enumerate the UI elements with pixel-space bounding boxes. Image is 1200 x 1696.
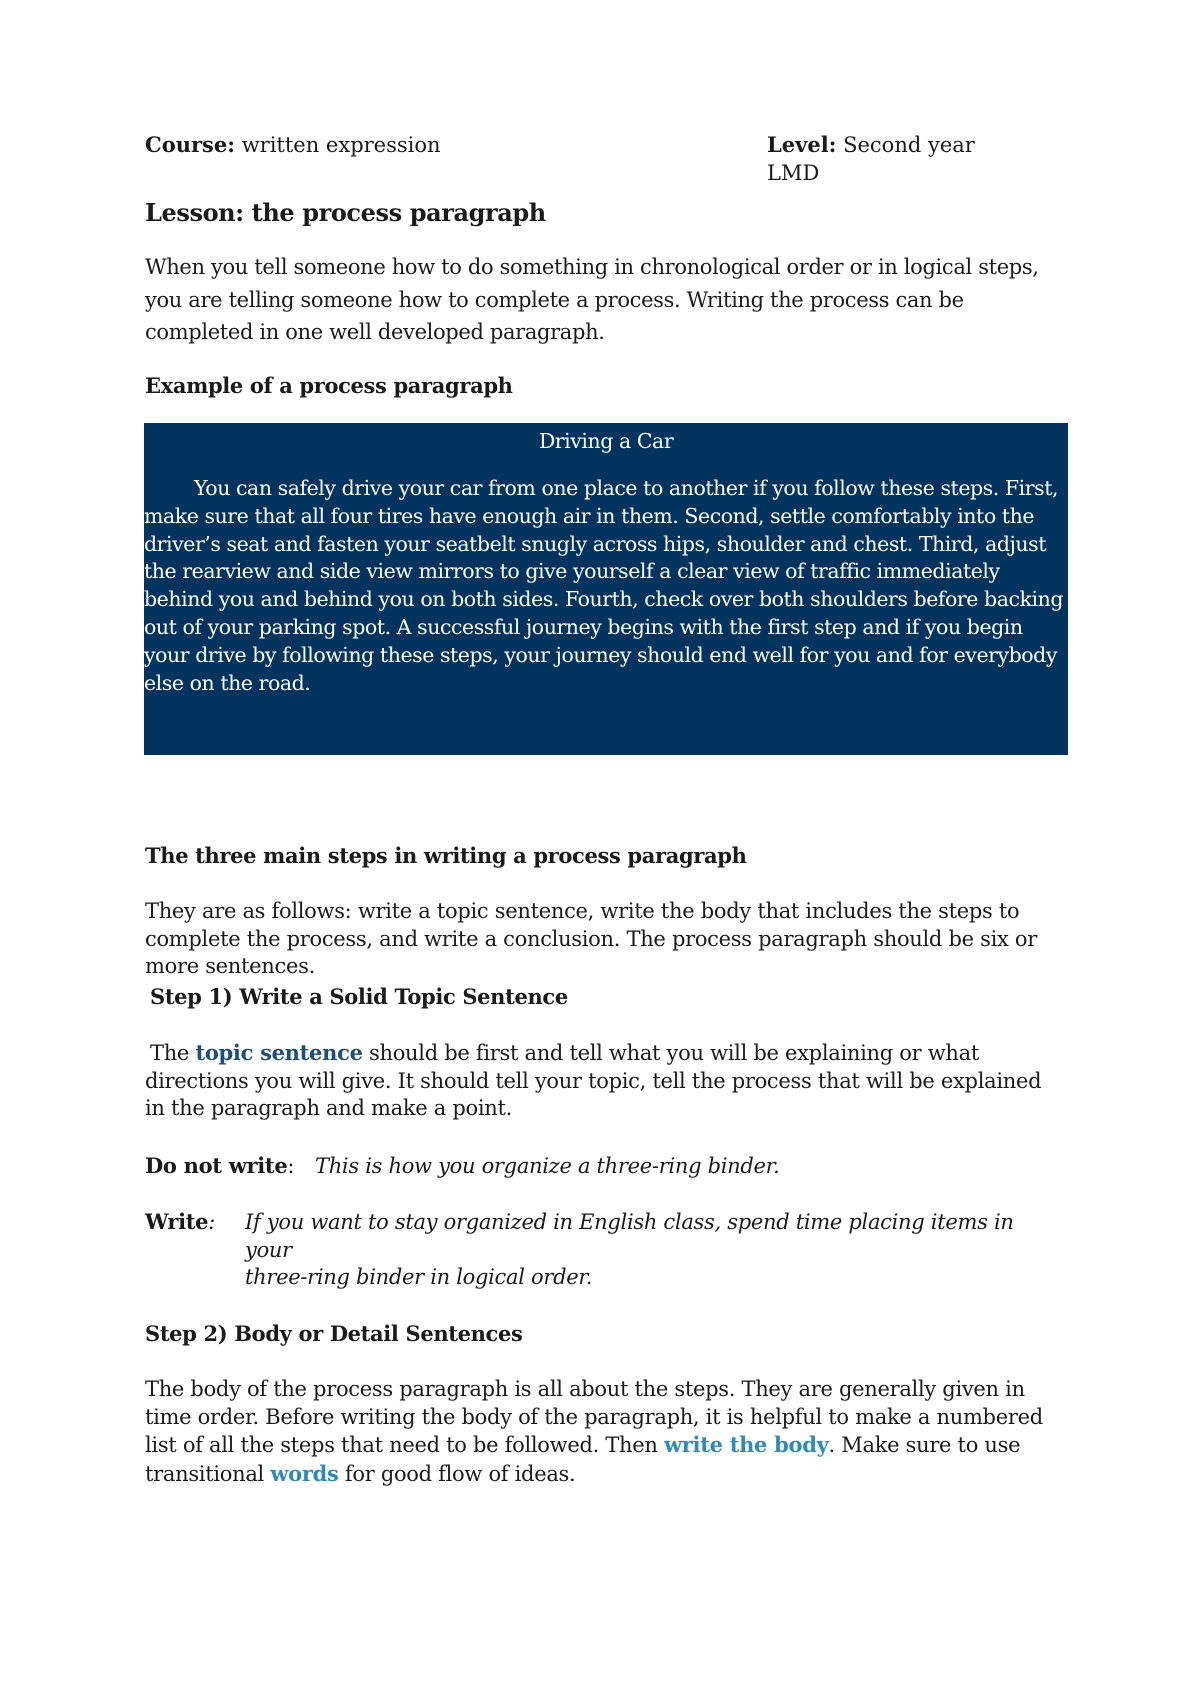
- lesson-title: Lesson: the process paragraph: [145, 198, 546, 227]
- write-example-line1: If you want to stay organized in English class, spend time placing items in your: [245, 1210, 1014, 1262]
- step2-text-before: The body of the process paragraph is all about the steps. They are generally given in time order. Before writing the body of the paragraph, it is helpful to make a numbered list of all the steps that need to be followed. Then: [145, 1377, 1043, 1457]
- course-field: [145, 131, 441, 187]
- example-box-title: Driving a Car: [538, 429, 674, 453]
- step2-text-after: for good flow of ideas.: [338, 1461, 576, 1486]
- example-box: [144, 423, 1068, 755]
- step1-paragraph: [145, 1039, 1065, 1123]
- level-value: Second year LMD: [767, 133, 975, 185]
- donot-write-colon: :: [287, 1154, 295, 1178]
- level-label: Level:: [767, 132, 837, 157]
- write-row: [145, 1208, 1065, 1262]
- level-field: [767, 131, 1017, 187]
- topic-sentence-link[interactable]: topic sentence: [195, 1040, 363, 1065]
- course-value: written expression: [241, 133, 441, 157]
- step1-text-after: should be first and tell what you will be explaining or what directions you will give. It should tell your topic, tell the process that will be explained in the paragraph and make a point.: [145, 1041, 1042, 1120]
- donot-write-row: [145, 1152, 1065, 1180]
- steps-paragraph: They are as follows: write a topic sentence, write the body that includes the steps to complete the process, and write a conclusion. The process paragraph should be six or more sentences.: [145, 899, 1037, 978]
- step2-heading: Step 2) Body or Detail Sentences: [145, 1321, 523, 1346]
- example-heading: Example of a process paragraph: [145, 373, 513, 398]
- header-row: [145, 131, 1065, 187]
- step2-paragraph: [145, 1376, 1065, 1488]
- write-the-body-link[interactable]: write the body: [664, 1432, 829, 1457]
- example-box-body: You can safely drive your car from one place to another if you follow these steps. First, make sure that all four tires have enough air in them. Second, settle comfortably into the driver’s seat and fasten your seatbelt snugly across hips, shoulder and chest. Third, adjust the rearview and side view mirrors to give yourself a clear view of traffic immediately behind you and behind you on both sides. Fourth, check over both shoulders before backing out of your parking spot. A successful journey begins with the first step and if you begin your drive by following these steps, your journey should end well for you and for everybody else on the road.: [144, 476, 1064, 695]
- steps-heading: The three main steps in writing a process paragraph: [145, 843, 747, 868]
- write-example-line2: three-ring binder in logical order.: [245, 1265, 593, 1289]
- words-link[interactable]: words: [270, 1460, 339, 1486]
- step1-heading: Step 1) Write a Solid Topic Sentence: [150, 984, 568, 1009]
- write-colon: :: [208, 1210, 216, 1234]
- step2-text-middle: . Make sure to use transitional: [145, 1433, 1021, 1486]
- donot-write-example: This is how you organize a three-ring binder.: [315, 1154, 780, 1178]
- course-label: Course:: [145, 132, 235, 157]
- step1-text-before: The: [150, 1041, 196, 1065]
- write-label: Write: [145, 1209, 209, 1234]
- intro-paragraph: When you tell someone how to do something in chronological order or in logical steps, you are telling someone how to complete a process. Writing the process can be completed in one well developed paragraph.: [145, 255, 1039, 344]
- header-row-inner: [145, 131, 1017, 187]
- donot-write-label: Do not write: [145, 1153, 288, 1178]
